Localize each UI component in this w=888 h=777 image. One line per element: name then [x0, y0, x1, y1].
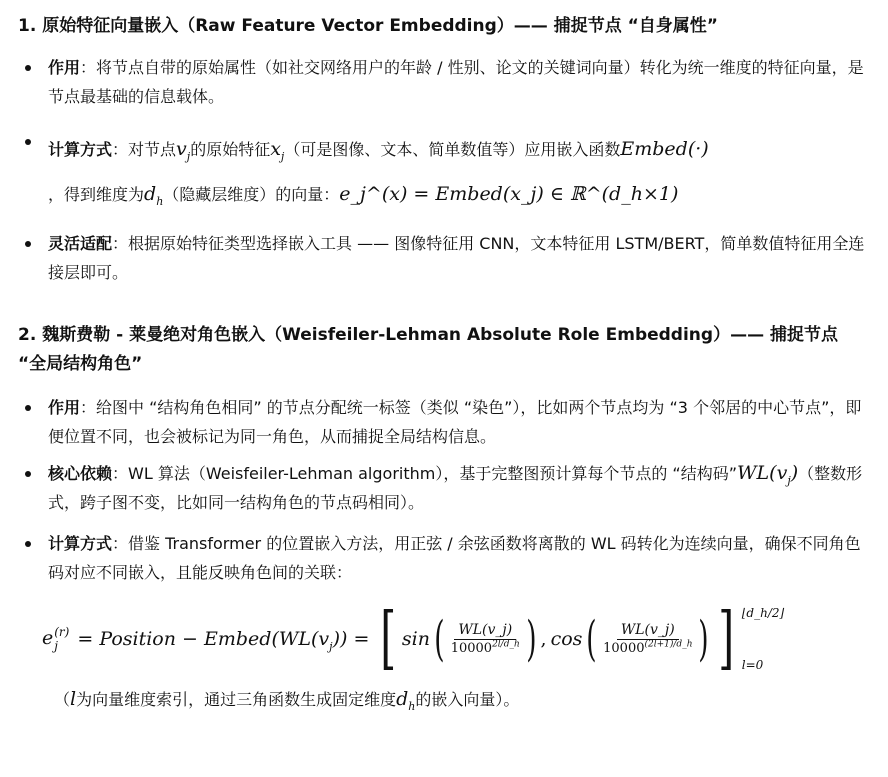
item-label: 灵活适配 — [48, 234, 113, 253]
formula-lhs: e (r) j — [42, 625, 70, 653]
close-paren: ) — [698, 611, 710, 667]
item-text: ：根据原始特征类型选择嵌入工具 —— 图像特征用 CNN，文本特征用 LSTM/BERT，简单数值特征用全连接层即可。 — [48, 234, 865, 282]
item-text: （隐藏层维度）的向量： — [163, 185, 340, 204]
display-formula — [42, 599, 866, 679]
section-2-heading: 2. 魏斯费勒 - 莱曼绝对角色嵌入（Weisfeiler-Lehman Absolute Role Embedding）—— 捕捉节点 “全局结构角色” — [18, 325, 838, 374]
open-paren: ( — [434, 611, 445, 667]
list-item — [18, 229, 866, 287]
math-embed: Embed(·) — [620, 138, 709, 160]
item-text: （整数形式，跨子图不变，比如同一结构角色的节点码相同）。 — [48, 464, 863, 512]
cos-label: cos — [550, 628, 583, 650]
math-x: $x_j$ — [270, 138, 285, 163]
section-1-list — [18, 53, 866, 287]
item-text: ：将节点自带的原始属性（如社交网络用户的年龄 / 性别、论文的关键词向量）转化为统一维度的特征向量，是节点最基础的信息载体。 — [48, 58, 864, 106]
list-item — [18, 459, 866, 517]
comma: , — [540, 628, 547, 650]
sin-label: sin — [401, 628, 430, 650]
list-item — [18, 127, 866, 217]
open-paren: ( — [586, 611, 597, 667]
section-2-list — [18, 393, 866, 587]
math-formula-1: e_j^(x) = Embed(x_j) ∈ ℝ^(d_h×1) — [339, 183, 679, 205]
item-label: 作用 — [48, 58, 81, 77]
list-item — [18, 393, 866, 451]
item-label: 核心依赖 — [48, 464, 113, 483]
math-v: $v_j$ — [176, 138, 191, 163]
item-text: 的原始特征 — [190, 140, 271, 159]
math-d: $d_h$ — [144, 183, 164, 208]
cos-fraction: $\frac{WL(v\_j)}{10000^{(2l+1)/d\_h}}$ — [603, 622, 693, 656]
item-label: 计算方式 — [48, 534, 113, 553]
math-wl: $WL(v_j)$ — [737, 462, 799, 487]
list-item — [18, 53, 866, 111]
item-text: （可是图像、文本、简单数值等）应用嵌入函数 — [284, 140, 621, 159]
close-paren: ) — [525, 611, 537, 667]
item-text: ，得到维度为 — [48, 185, 145, 204]
item-text: ：给图中 “结构角色相同” 的节点分配统一标签（类似 “染色”），比如两个节点均为 “3 个邻居的中心节点”，即便位置不同，也会被标记为同一角色，从而捕捉全局结构信息。 — [48, 398, 862, 446]
open-bracket: [ — [380, 599, 397, 678]
section-1-heading: 1. 原始特征向量嵌入（Raw Feature Vector Embedding）—— 捕捉节点 “自身属性” — [18, 16, 718, 36]
list-item — [18, 529, 866, 587]
sin-fraction: $\frac{WL(v\_j)}{10000^{2l/d\_h}}$ — [450, 622, 520, 656]
formula-eq: = Position − $Embed(WL(v_j))$ = — [77, 628, 370, 653]
item-text: ：WL 算法（Weisfeiler-Lehman algorithm），基于完整图预计算每个节点的 “结构码” — [112, 464, 738, 483]
item-text: ：对节点 — [112, 140, 177, 159]
formula-note: （l为向量维度索引，通过三角函数生成固定维度$d_h$的嵌入向量）。 — [54, 688, 520, 713]
formula-limits: ⌊d_h/2⌋ l=0 — [741, 606, 785, 672]
item-text: ：借鉴 Transformer 的位置嵌入方法，用正弦 / 余弦函数将离散的 WL 码转化为连续向量，确保不同角色码对应不同嵌入，且能反映角色间的关联： — [48, 534, 861, 582]
item-label: 计算方式 — [48, 140, 113, 159]
close-bracket: ] — [718, 599, 735, 678]
item-label: 作用 — [48, 398, 81, 417]
